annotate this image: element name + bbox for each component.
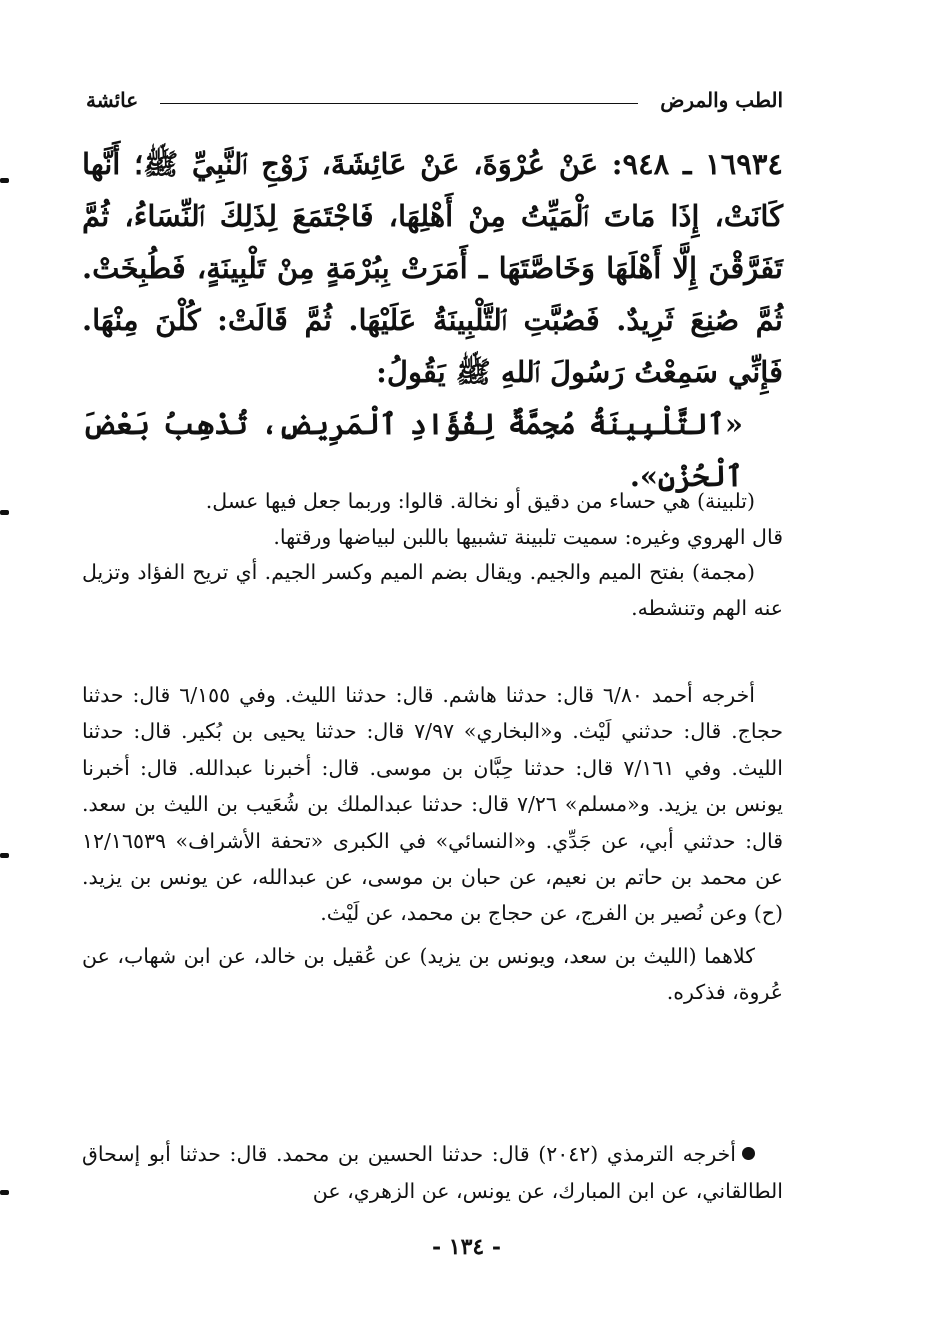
gloss-mujimma: (مجمة) بفتح الميم والجيم. ويقال بضم الميم وكسر الجيم. أي تريح الفؤاد وتزيل عنه الهم وتنشطه.: [82, 560, 783, 620]
takhrij-paragraph: أخرجه أحمد ٦/٨٠ قال: حدثنا هاشم. قال: حدثنا الليث. وفي ٦/١٥٥ قال: حدثنا حجاج. قال: حدثني لَيْث. و«البخاري» ٧/٩٧ قال: حدثنا يحيى بن بُكير. قال: حدثنا الليث. وفي ٧/١٦١ قال: حدثنا حِبَّان بن موسى. قال: أخبرنا عبدالله. قال: أخبرنا يونس بن يزيد. و«مسلم» ٧/٢٦ قال: حدثنا عبدالملك بن شُعَيب بن الليث بن سعد. قال: حدثني أبي، عن جَدِّي. و«النسائي» في الكبرى «تحفة الأشراف» ١٢/١٦٥٣٩ عن محمد بن حاتم بن نعيم، عن حبان بن موسى، عن عبدالله، عن يونس بن يزيد. (ح) وعن نُصير بن الفرج، عن حجاج بن محمد، عن لَيْث.: [82, 683, 783, 926]
running-header: [86, 86, 783, 114]
tirmidhi-paragraph: [82, 1136, 783, 1210]
gloss-talbina: (تلبينة) هي حساء من دقيق أو نخالة. قالوا: وربما جعل فيها عسل.: [205, 489, 755, 513]
gloss-harawi: قال الهروي وغيره: سميت تلبينة تشبيها باللبن لبياضها ورقتها.: [273, 524, 783, 549]
hadith-body: ١٦٩٣٤ ـ ٩٤٨: عَنْ عُرْوَةَ، عَنْ عَائِشَةَ، زَوْجِ ٱلنَّبِيِّ ﷺ؛ أَنَّها كَانَتْ، إِذَا مَاتَ ٱلْمَيِّتُ مِنْ أَهْلِهَا، فَاجْتَمَعَ لِذَلِكَ ٱلنِّسَاءُ، ثُمَّ تَفَرَّقْنَ إِلَّا أَهْلَهَا وَخَاصَّتَهَا ـ أَمَرَتْ بِبُرْمَةٍ مِنْ تَلْبِينَةٍ، فَطُبِخَتْ. ثُمَّ صُنِعَ ثَرِيدٌ. فَصُبَّتِ ٱلتَّلْبِينَةُ عَلَيْهَا. ثُمَّ قَالَتْ: كُلْنَ مِنْهَا. فَإِنِّي سَمِعْتُ رَسُولَ ٱللهِ ﷺ يَقُولُ:: [82, 147, 783, 389]
bullet-icon: [742, 1147, 755, 1160]
header-narrator: عائشة: [86, 88, 139, 112]
takhrij-section: [82, 677, 783, 1011]
page-number: - ١٣٤ -: [431, 1234, 502, 1260]
scan-edge-mark: [0, 510, 9, 515]
takhrij-summary: كلاهما (الليث بن سعد، ويونس بن يزيد) عن عُقيل بن خالد، عن ابن شهاب، عن عُروة، فذكره.: [82, 943, 783, 1005]
scan-edge-mark: [0, 853, 9, 858]
word-glosses: [82, 484, 783, 626]
header-rule: [160, 103, 638, 104]
scan-edge-mark: [0, 1190, 9, 1195]
header-chapter-title: الطب والمرض: [660, 88, 783, 112]
tirmidhi-section: [82, 1136, 783, 1210]
hadith-text: [82, 138, 783, 502]
tirmidhi-text: أخرجه الترمذي (٢٠٤٢) قال: حدثنا الحسين بن محمد. قال: حدثنا أبو إسحاق الطالقاني، عن ابن المبارك، عن يونس، عن الزهري، عن: [82, 1142, 783, 1203]
scan-edge-mark: [0, 178, 9, 183]
hadith-quote: «ٱلتَّلْبِينَةُ مُجِمَّةٌ لِفُؤَادِ ٱلْمَرِيضِ، تُذْهِبُ بَعْضَ ٱلْحُزْنِ».: [82, 407, 743, 493]
